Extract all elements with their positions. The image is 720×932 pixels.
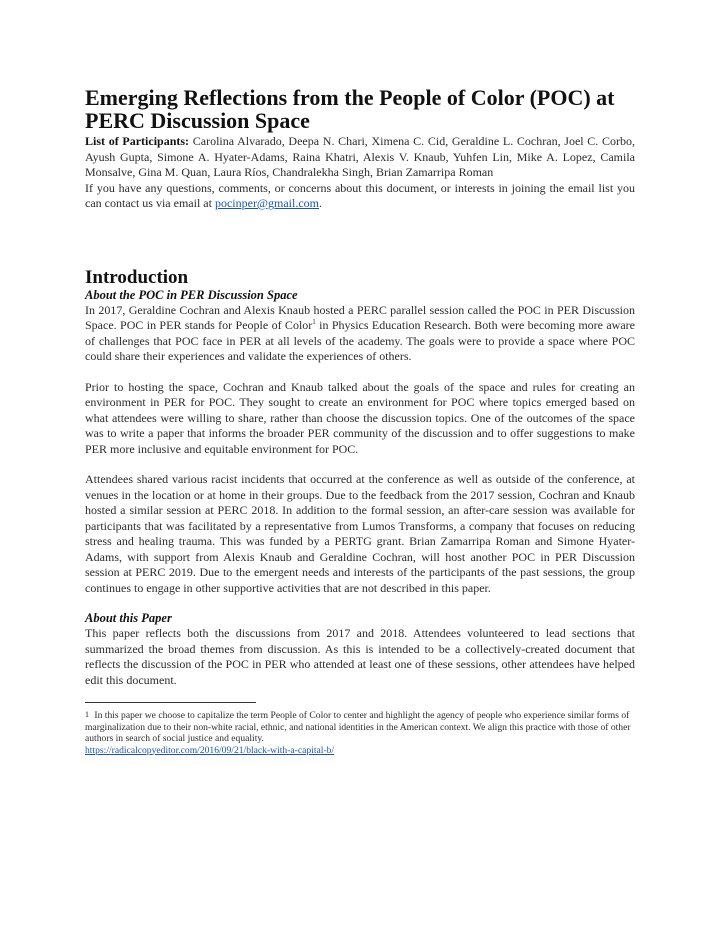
- document-page: [85, 86, 635, 756]
- participants-list: [85, 134, 635, 181]
- contact-end: .: [318, 196, 322, 210]
- footnote-text: In this paper we choose to capitalize the term People of Color to center and highlight the agency of people who experience similar forms of marginalization due to their non-white racial, ethnic, and national identities in the American context. We align this practice with those of other authors in search of social justice and equality.: [85, 710, 631, 744]
- footnote-number: 1: [85, 710, 89, 719]
- about-space-paragraph-2: Prior to hosting the space, Cochran and Knaub talked about the goals of the space and rules for creating an environment in PER for POC. They sought to create an environment for POC where topics emerged based on what attendees were willing to share, rather than choose the discussion topics. One of the outcomes of the space was to write a paper that informs the broader PER community of the discussion and to offer suggestions to make PER more inclusive and equitable environment for POC.: [85, 379, 635, 456]
- introduction-section: [85, 268, 635, 689]
- footnote-marker[interactable]: 1: [312, 318, 316, 326]
- about-space-p1-after: in Physics Education Research. Both were becoming more aware of challenges that POC face in PER at all levels of the academy. The goals were to provide a space where POC could share their experiences and validate the experiences of others.: [85, 318, 636, 363]
- document-title: Emerging Reflections from the People of Color (POC) at PERC Discussion Space: [85, 85, 615, 133]
- about-space-paragraph-1: [85, 303, 635, 365]
- about-space-heading: About the POC in PER Discussion Space: [85, 287, 298, 302]
- footnote: [85, 710, 635, 756]
- about-space-paragraph-3: Attendees shared various racist incidents that occurred at the conference as well as outside of the conference, at venues in the location or at home in their groups. Due to the feedback from the 2017 session, Cochran and Knaub hosted a similar session at PERC 2018. In addition to the formal session, an after-care session was available for participants that was facilitated by a representative from Lumos Transforms, a company that focuses on reducing stress and healing trauma. This was funded by a PERTG grant. Brian Zamarripa Roman and Simone Hyater-Adams, with support from Alexis Knaub and Geraldine Cochran, will host another POC in PER Discussion session at PERC 2019. Due to the emergent needs and interests of the participants of the past sessions, the group continues to engage in other supportive activities that are not described in this paper.: [85, 472, 635, 595]
- footnote-link[interactable]: https://radicalcopyeditor.com/2016/09/21/black-with-a-capital-b/: [85, 744, 335, 756]
- footnote-divider: [85, 702, 256, 703]
- participants-label: List of Participants:: [85, 134, 190, 148]
- about-paper-heading: About this Paper: [85, 611, 172, 625]
- contact-text: If you have any questions, comments, or concerns about this document, or interests in joining the email list you can contact us via email at: [85, 180, 635, 210]
- contact-email-link[interactable]: pocinper@gmail.com: [214, 196, 319, 210]
- contact-paragraph: [85, 181, 635, 212]
- introduction-heading: Introduction: [85, 266, 189, 288]
- about-paper-paragraph: This paper reflects both the discussions from 2017 and 2018. Attendees volunteered to lead sections that summarized the broad themes from discussion. As this is intended to be a collectively-created document that reflects the discussion of the POC in PER who attended at least one of these sessions, other attendees have helped edit this document.: [85, 626, 635, 687]
- participants-names: Carolina Alvarado, Deepa N. Chari, Ximena C. Cid, Geraldine L. Cochran, Joel C. Corbo, Ayush Gupta, Simone A. Hyater-Adams, Raina Khatri, Alexis V. Knaub, Yuhfen Lin, Mike A. Lopez, Camila Monsalve, Gina M. Quan, Laura Ríos, Chandralekha Singh, Brian Zamarripa Roman: [85, 134, 635, 179]
- about-space-p1-before: In 2017, Geraldine Cochran and Alexis Knaub hosted a PERC parallel session called the POC in PER Discussion Space. POC in PER stands for People of Color: [85, 302, 635, 332]
